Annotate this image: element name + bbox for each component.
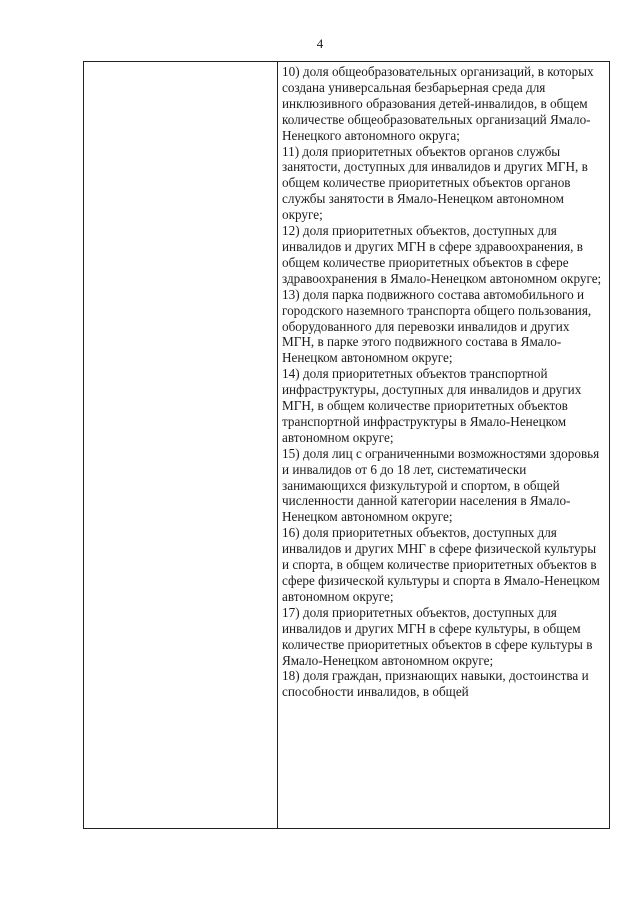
list-item: 15) доля лиц с ограниченными возможностями здоровья и инвалидов от 6 до 18 лет, систематически занимающихся физкультурой и спортом, в общей численности данной категории населения в Ямало-Ненецком автономном округе;: [282, 445, 600, 525]
document-table: [83, 61, 610, 829]
list-item: 11) доля приоритетных объектов органов службы занятости, доступных для инвалидов и других МГН, в общем количестве приоритетных объектов органов службы занятости в Ямало-Ненецком автономном округе;: [282, 143, 588, 223]
list-item: 14) доля приоритетных объектов транспортной инфраструктуры, доступных для инвалидов и других МГН, в общем количестве приоритетных объектов транспортной инфраструктуры в Ямало-Ненецком автономном округе;: [282, 366, 582, 445]
list-item: 18) доля граждан, признающих навыки, достоинства и способности инвалидов, в общей: [282, 668, 589, 700]
list-item: 13) доля парка подвижного состава автомобильного и городского наземного транспорта общего пользования, оборудованного для перевозки инвалидов и других МГН, в парке этого подвижного состава в Ямало-Ненецком автономном округе;: [282, 286, 592, 366]
table-right-cell: [278, 62, 609, 828]
list-item: 12) доля приоритетных объектов, доступных для инвалидов и других МГН в сфере здравоохранения, в общем количестве приоритетных объектов в сфере здравоохранения в Ямало-Ненецком автономном округе;: [282, 223, 602, 286]
list-item: 10) доля общеобразовательных организаций, в которых создана универсальная безбарьерная среда для инклюзивного образования детей-инвалидов, в общем количестве общеобразовательных организаций Ямало-Ненецкого автономного округа;: [282, 64, 594, 143]
list-item: 16) доля приоритетных объектов, доступных для инвалидов и других МНГ в сфере физической культуры и спорта, в общем количестве приоритетных объектов в сфере физической культуры и спорта в Ямало-Ненецком автономном округе;: [282, 525, 600, 604]
table-left-cell: [84, 62, 278, 828]
list-item: 17) доля приоритетных объектов, доступных для инвалидов и других МГН в сфере культуры, в общем количестве приоритетных объектов в сфере культуры в Ямало-Ненецком автономном округе;: [282, 604, 593, 668]
page-number: 4: [316, 36, 324, 51]
